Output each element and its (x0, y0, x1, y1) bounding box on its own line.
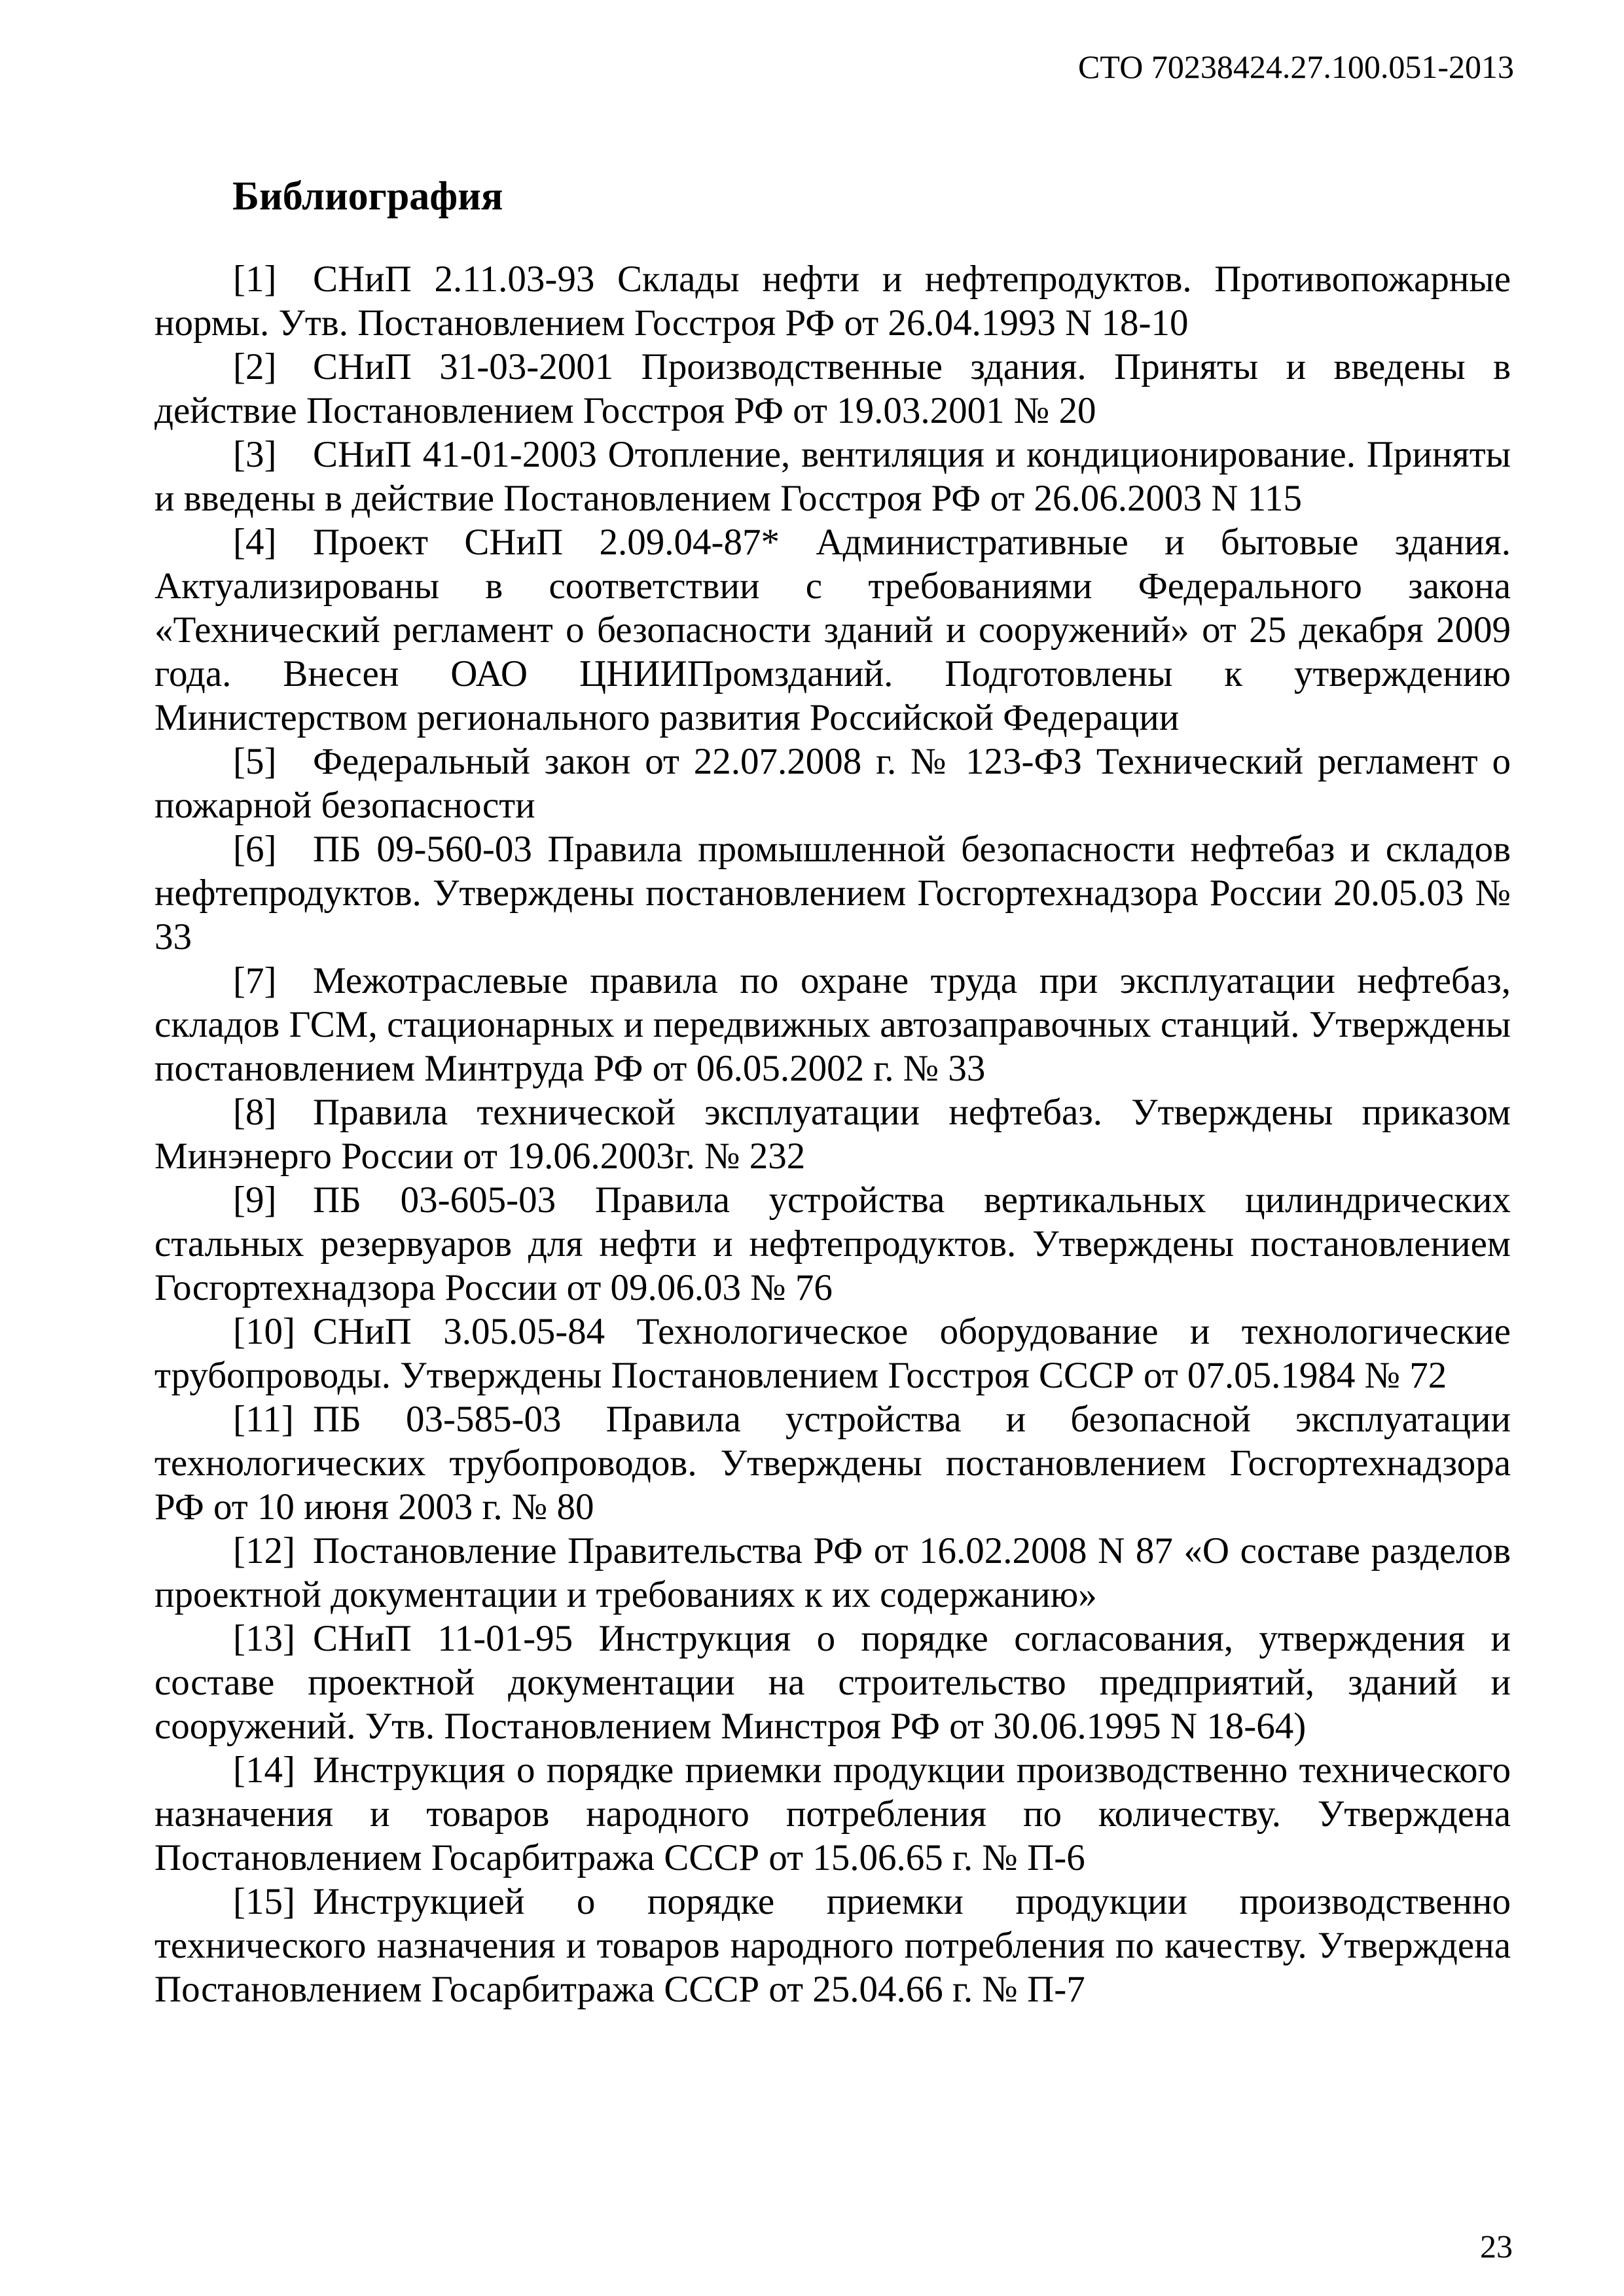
bibliography-entry-14 (154, 1748, 1511, 1880)
page-number: 23 (1480, 2228, 1513, 2265)
entry-number: [5] (233, 741, 277, 782)
entry-text: Межотраслевые правила по охране труда при эксплуатации нефтебаз, складов ГСМ, стационарных и передвижных автозаправочных станций. Утверждены постановлением Минтруда РФ от 06.05.2002 г. № 33 (154, 960, 1511, 1089)
bibliography-entry-6 (154, 827, 1511, 959)
entry-text: Инструкцией о порядке приемки продукции производственно технического назначения и товаров народного потребления по качеству. Утверждена Постановлением Госарбитража СССР от 25.04.66 г. № П-7 (154, 1881, 1511, 2010)
bibliography-entry-1 (154, 257, 1511, 345)
entry-text: Инструкция о порядке приемки продукции производственно технического назначения и товаров народного потребления по количеству. Утверждена Постановлением Госарбитража СССР от 15.06.65 г. № П-6 (154, 1749, 1511, 1878)
bibliography-entry-15 (154, 1880, 1511, 2011)
entry-number: [15] (233, 1881, 295, 1922)
entry-text: СНиП 3.05.05-84 Технологическое оборудование и технологические трубопроводы. Утверждены Постановлением Госстроя СССР от 07.05.1984 № 72 (154, 1311, 1511, 1396)
bibliography-entry-12 (154, 1529, 1511, 1617)
entry-text: Проект СНиП 2.09.04-87* Административные и бытовые здания. Актуализированы в соответствии с требованиями Федерального закона «Технический регламент о безопасности зданий и сооружений» от 25 декабря 2009 года. Внесен ОАО ЦНИИПромзданий. Подготовлены к утверждению Министерством регионального развития Российской Федерации (154, 522, 1511, 738)
bibliography-entry-3 (154, 433, 1511, 520)
bibliography-entry-7 (154, 959, 1511, 1090)
entry-text: ПБ 09-560-03 Правила промышленной безопасности нефтебаз и складов нефтепродуктов. Утверждены постановлением Госгортехнадзора России 20.05.03 № 33 (154, 829, 1511, 958)
page-title: Библиография (232, 174, 503, 219)
bibliography-entry-8 (154, 1090, 1511, 1178)
entry-number: [7] (233, 960, 277, 1001)
entry-text: СНиП 2.11.03-93 Склады нефти и нефтепродуктов. Противопожарные нормы. Утв. Постановлением Госстроя РФ от 26.04.1993 N 18-10 (154, 259, 1511, 344)
entry-text: Постановление Правительства РФ от 16.02.2008 N 87 «О составе разделов проектной документации и требованиях к их содержанию» (154, 1530, 1511, 1615)
entry-number: [1] (233, 259, 277, 300)
entry-number: [14] (233, 1749, 295, 1791)
bibliography-entry-10 (154, 1310, 1511, 1397)
entry-number: [12] (233, 1530, 295, 1571)
bibliography-list (154, 257, 1511, 2011)
entry-text: СНиП 31-03-2001 Производственные здания. Приняты и введены в действие Постановлением Госстроя РФ от 19.03.2001 № 20 (154, 346, 1511, 431)
entry-text: Правила технической эксплуатации нефтебаз. Утверждены приказом Минэнерго России от 19.06.2003г. № 232 (154, 1092, 1511, 1177)
entry-text: ПБ 03-605-03 Правила устройства вертикальных цилиндрических стальных резервуаров для нефти и нефтепродуктов. Утверждены постановлением Госгортехнадзора России от 09.06.03 № 76 (154, 1179, 1511, 1308)
bibliography-entry-13 (154, 1617, 1511, 1748)
entry-number: [13] (233, 1618, 295, 1659)
entry-number: [9] (233, 1179, 277, 1221)
entry-number: [4] (233, 522, 277, 563)
entry-number: [6] (233, 829, 277, 870)
bibliography-entry-11 (154, 1397, 1511, 1529)
entry-text: СНиП 11-01-95 Инструкция о порядке согласования, утверждения и составе проектной документации на строительство предприятий, зданий и сооружений. Утв. Постановлением Минстроя РФ от 30.06.1995 N 18-64) (154, 1618, 1511, 1747)
bibliography-entry-2 (154, 345, 1511, 433)
entry-number: [11] (233, 1399, 294, 1440)
entry-text: ПБ 03-585-03 Правила устройства и безопасной эксплуатации технологических трубопроводов. Утверждены постановлением Госгортехнадзора РФ от 10 июня 2003 г. № 80 (154, 1399, 1511, 1528)
entry-number: [10] (233, 1311, 295, 1352)
entry-text: СНиП 41-01-2003 Отопление, вентиляция и кондиционирование. Приняты и введены в действие Постановлением Госстроя РФ от 26.06.2003 N 115 (154, 434, 1511, 519)
bibliography-entry-5 (154, 740, 1511, 827)
entry-number: [3] (233, 434, 277, 475)
bibliography-entry-4 (154, 520, 1511, 740)
entry-number: [8] (233, 1092, 277, 1133)
bibliography-entry-9 (154, 1178, 1511, 1310)
document-code: СТО 70238424.27.100.051-2013 (1078, 48, 1514, 85)
entry-text: Федеральный закон от 22.07.2008 г. № 123-ФЗ Технический регламент о пожарной безопасности (154, 741, 1511, 826)
entry-number: [2] (233, 346, 277, 387)
